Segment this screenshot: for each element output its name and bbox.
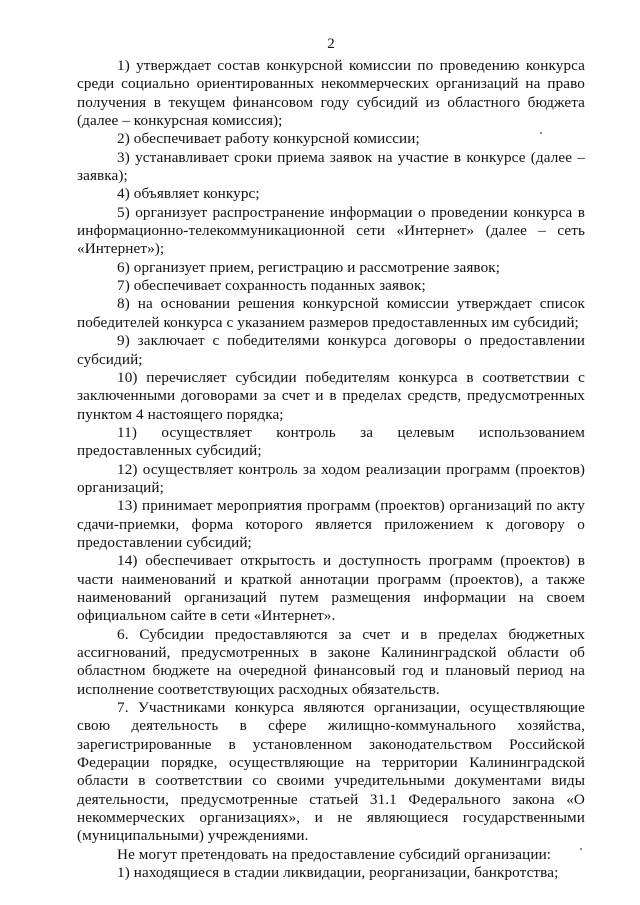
paragraph-item-10: 10) перечисляет субсидии победителям конкурса в соответствии с заключенными договорами за счет и в пределах средств, предусмотренных пунктом 4 настоящего порядка; bbox=[77, 368, 585, 423]
scan-speck bbox=[580, 848, 582, 850]
paragraph-section-7: 7. Участниками конкурса являются организации, осуществляющие свою деятельность в сфере жилищно-коммунального хозяйства, зарегистрированные в установленном законодательством Российской Федерации порядке, осуществляющие на территории Калининградской области в соответствии со своими учредительными документами виды деятельности, предусмотренные статьей 31.1 Федерального закона «О некоммерческих организациях», и не являющиеся государственными (муниципальными) учреждениями. bbox=[77, 699, 585, 845]
paragraph-exclusions-intro: Не могут претендовать на предоставление субсидий организации: bbox=[117, 845, 552, 863]
paragraph-item-12: 12) осуществляет контроль за ходом реализации программ (проектов) организаций; bbox=[77, 460, 585, 496]
paragraph-item-7: 7) обеспечивает сохранность поданных заявок; bbox=[117, 277, 426, 295]
scan-speck bbox=[540, 132, 542, 134]
paragraph-item-2: 2) обеспечивает работу конкурсной комиссии; bbox=[117, 130, 420, 148]
paragraph-exclusion-1: 1) находящиеся в стадии ликвидации, реорганизации, банкротства; bbox=[117, 864, 559, 882]
paragraph-item-3: 3) устанавливает сроки приема заявок на участие в конкурсе (далее – заявка); bbox=[77, 148, 585, 185]
paragraph-item-13: 13) принимает мероприятия программ (проектов) организаций по акту сдачи-приемки, форма которого является приложением к договору о предоставлении субсидий; bbox=[77, 497, 585, 551]
paragraph-item-6: 6) организует прием, регистрацию и рассмотрение заявок; bbox=[117, 258, 501, 276]
paragraph-item-14: 14) обеспечивает открытость и доступность программ (проектов) в части наименований и краткой аннотации программ (проектов), а также наименований организаций путем размещения информации на своем официальном сайте в сети «Интернет». bbox=[77, 552, 585, 625]
page-number: 2 bbox=[327, 36, 335, 52]
paragraph-item-9: 9) заключает с победителями конкурса договоры о предоставлении субсидий; bbox=[77, 332, 585, 368]
paragraph-item-11: 11) осуществляет контроль за целевым использованием предоставленных субсидий; bbox=[77, 423, 585, 460]
paragraph-item-4: 4) объявляет конкурс; bbox=[117, 185, 260, 203]
paragraph-section-6: 6. Субсидии предоставляются за счет и в пределах бюджетных ассигнований, предусмотренных в законе Калининградской области об областном бюджете на очередной финансовый год и плановый период на исполнение соответствующих расходных обязательств. bbox=[77, 625, 585, 698]
paragraph-item-5: 5) организует распространение информации о проведении конкурса в информационно-телекоммуникационной сети «Интернет» (далее – сеть «Интернет»); bbox=[77, 203, 585, 258]
paragraph-item-8: 8) на основании решения конкурсной комиссии утверждает список победителей конкурса с указанием размеров предоставленных им субсидий; bbox=[77, 295, 585, 331]
paragraph-item-1: 1) утверждает состав конкурсной комиссии по проведению конкурса среди социально ориентированных некоммерческих организаций на право получения в текущем финансовом году субсидий из областного бюджета (далее – конкурсная комиссия); bbox=[77, 57, 585, 130]
